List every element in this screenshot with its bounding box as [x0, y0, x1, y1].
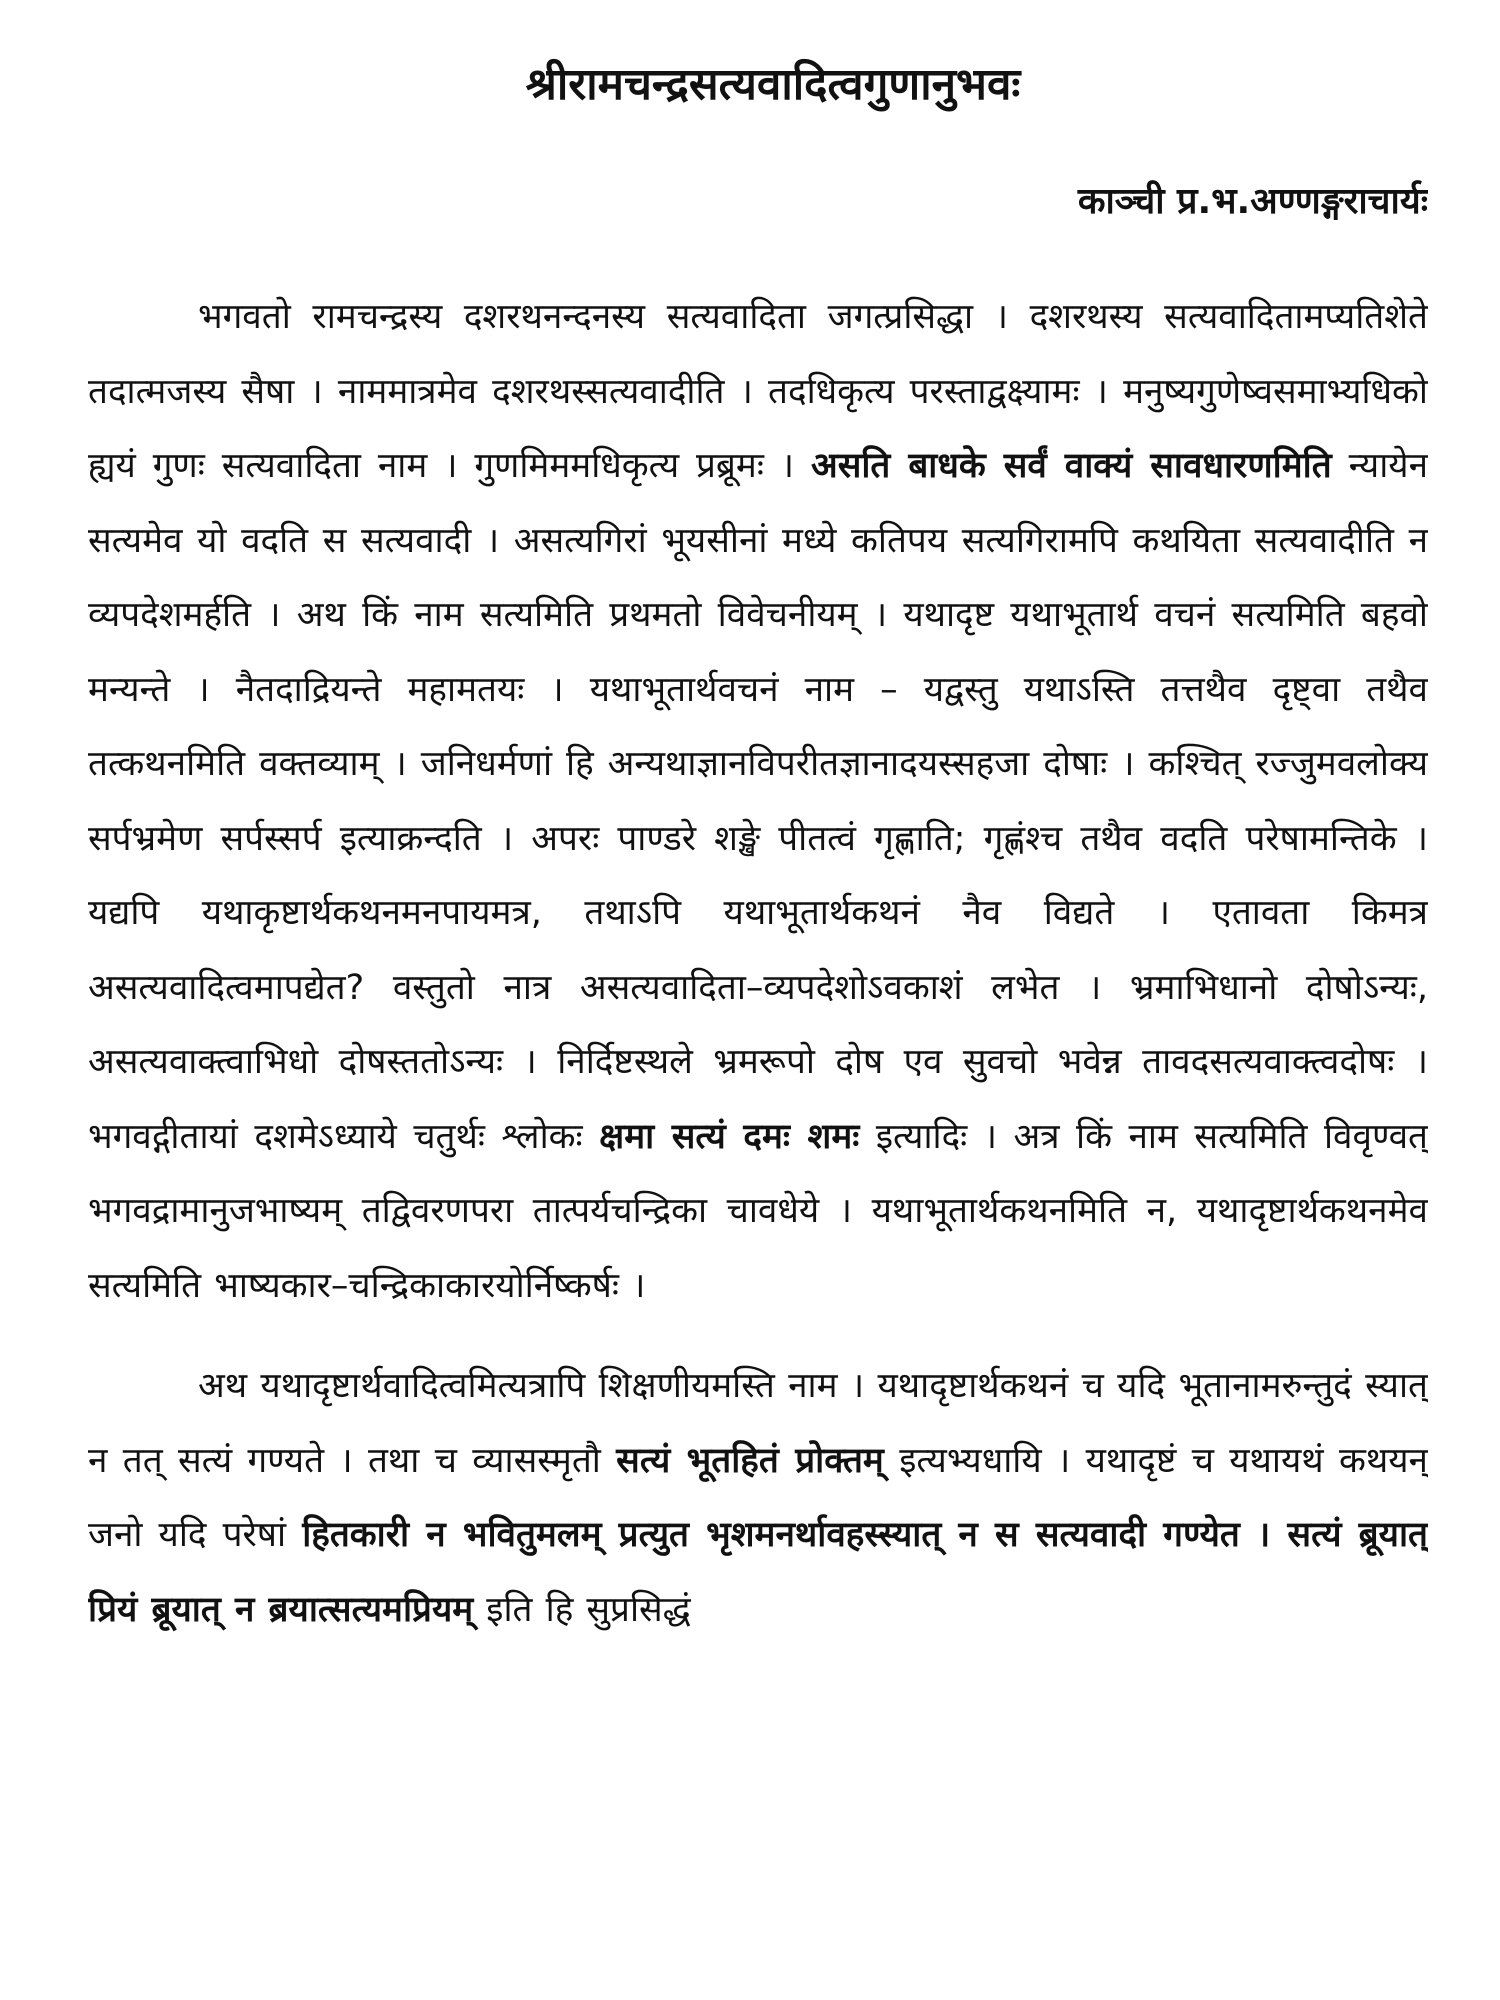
emphasized-quote: सत्यं भूतहितं प्रोक्तम्: [616, 1440, 884, 1481]
paragraph-2: [88, 1349, 1428, 1647]
paragraph-text: इत्यभ्यधायि । यथादृष्टं च यथायथं कथयन् जनो यदि परेषां: [88, 1440, 1428, 1555]
paragraph-text: न्यायेन सत्यमेव यो वदति स सत्यवादी । असत्यगिरां भूयसीनां मध्ये कतिपय सत्यगिरामपि कथयिता सत्यवादीति न व्यपदेशमर्हति । अथ किं नाम सत्यमिति प्रथमतो विवेचनीयम् । यथादृष्ट यथाभूतार्थ वचनं सत्यमिति बहवो मन्यन्ते । नैतदाद्रियन्ते महामतयः । यथाभूतार्थवचनं नाम – यद्वस्तु यथाऽस्ति तत्तथैव दृष्ट्वा तथैव तत्कथनमिति वक्तव्याम् । जनिधर्मणां हि अन्यथाज्ञानविपरीतज्ञानादयस्सहजा दोषाः । कश्चित् रज्जुमवलोक्य सर्पभ्रमेण सर्पस्सर्प इत्याक्रन्दति । अपरः पाण्डरे शङ्खे पीतत्वं गृह्णाति; गृह्णंश्च तथैव वदति परेषामन्तिके । यद्यपि यथाकृष्टार्थकथनमनपायमत्र, तथाऽपि यथाभूतार्थकथनं नैव विद्यते । एतावता किमत्र असत्यवादित्वमापद्येत? वस्तुतो नात्र असत्यवादिता–व्यपदेशोऽवकाशं लभेत । भ्रमाभिधानो दोषोऽन्यः, असत्यवाक्त्वाभिधो दोषस्ततोऽन्यः । निर्दिष्टस्थले भ्रमरूपो दोष एव सुवचो भवेन्न तावदसत्यवाक्त्वदोषः । भगवद्गीतायां दशमेऽध्याये चतुर्थः श्लोकः: [88, 446, 1428, 1157]
emphasized-quote: हितकारी न भवितुमलम् प्रत्युत भृशमनर्थावहस्स्यात् न स सत्यवादी गण्येत । सत्यं ब्रूयात् प्रियं ब्रूयात् न ब्रयात्सत्यमप्रियम्: [88, 1515, 1428, 1630]
emphasized-quote: क्षमा सत्यं दमः शमः: [599, 1116, 860, 1157]
document-page: [88, 50, 1428, 1980]
document-title: श्रीरामचन्द्रसत्यवादित्वगुणानुभवः: [525, 59, 1021, 110]
emphasized-quote: असति बाधके सर्वं वाक्यं सावधारणमिति: [810, 446, 1332, 486]
paragraph-text: इत्यादिः । अत्र किं नाम सत्यमिति विवृण्वत् भगवद्रामानुजभाष्यम् तद्विवरणपरा तात्पर्यचन्द्रिका चावधेये । यथाभूतार्थकथनमिति न, यथादृष्टार्थकथनमेव सत्यमिति भाष्यकार–चन्द्रिकाकारयोर्निष्कर्षः ।: [88, 1116, 1428, 1306]
paragraph-text: भगवतो रामचन्द्रस्य दशरथनन्दनस्य सत्यवादिता जगत्प्रसिद्धा । दशरथस्य सत्यवादितामप्यतिशेते तदात्मजस्य सैषा । नाममात्रमेव दशरथस्सत्यवादीति । तदधिकृत्य परस्ताद्वक्ष्यामः । मनुष्यगुणेष्वसमाभ्यधिको ह्ययं गुणः सत्यवादिता नाम । गुणमिममधिकृत्य प्रब्रूमः ।: [88, 297, 1428, 486]
paragraph-text: इति हि सुप्रसिद्धं: [473, 1589, 691, 1630]
paragraph-text: अथ यथादृष्टार्थवादित्वमित्यत्रापि शिक्षणीयमस्ति नाम । यथादृष्टार्थकथनं च यदि भूतानामरुन्तुदं स्यात् न तत् सत्यं गण्यते । तथा च व्यासस्मृतौ: [88, 1366, 1428, 1481]
paragraph-1: [88, 280, 1428, 1323]
author-line: काञ्ची प्र.भ.अण्णङ्गराचार्यः: [1077, 181, 1428, 222]
